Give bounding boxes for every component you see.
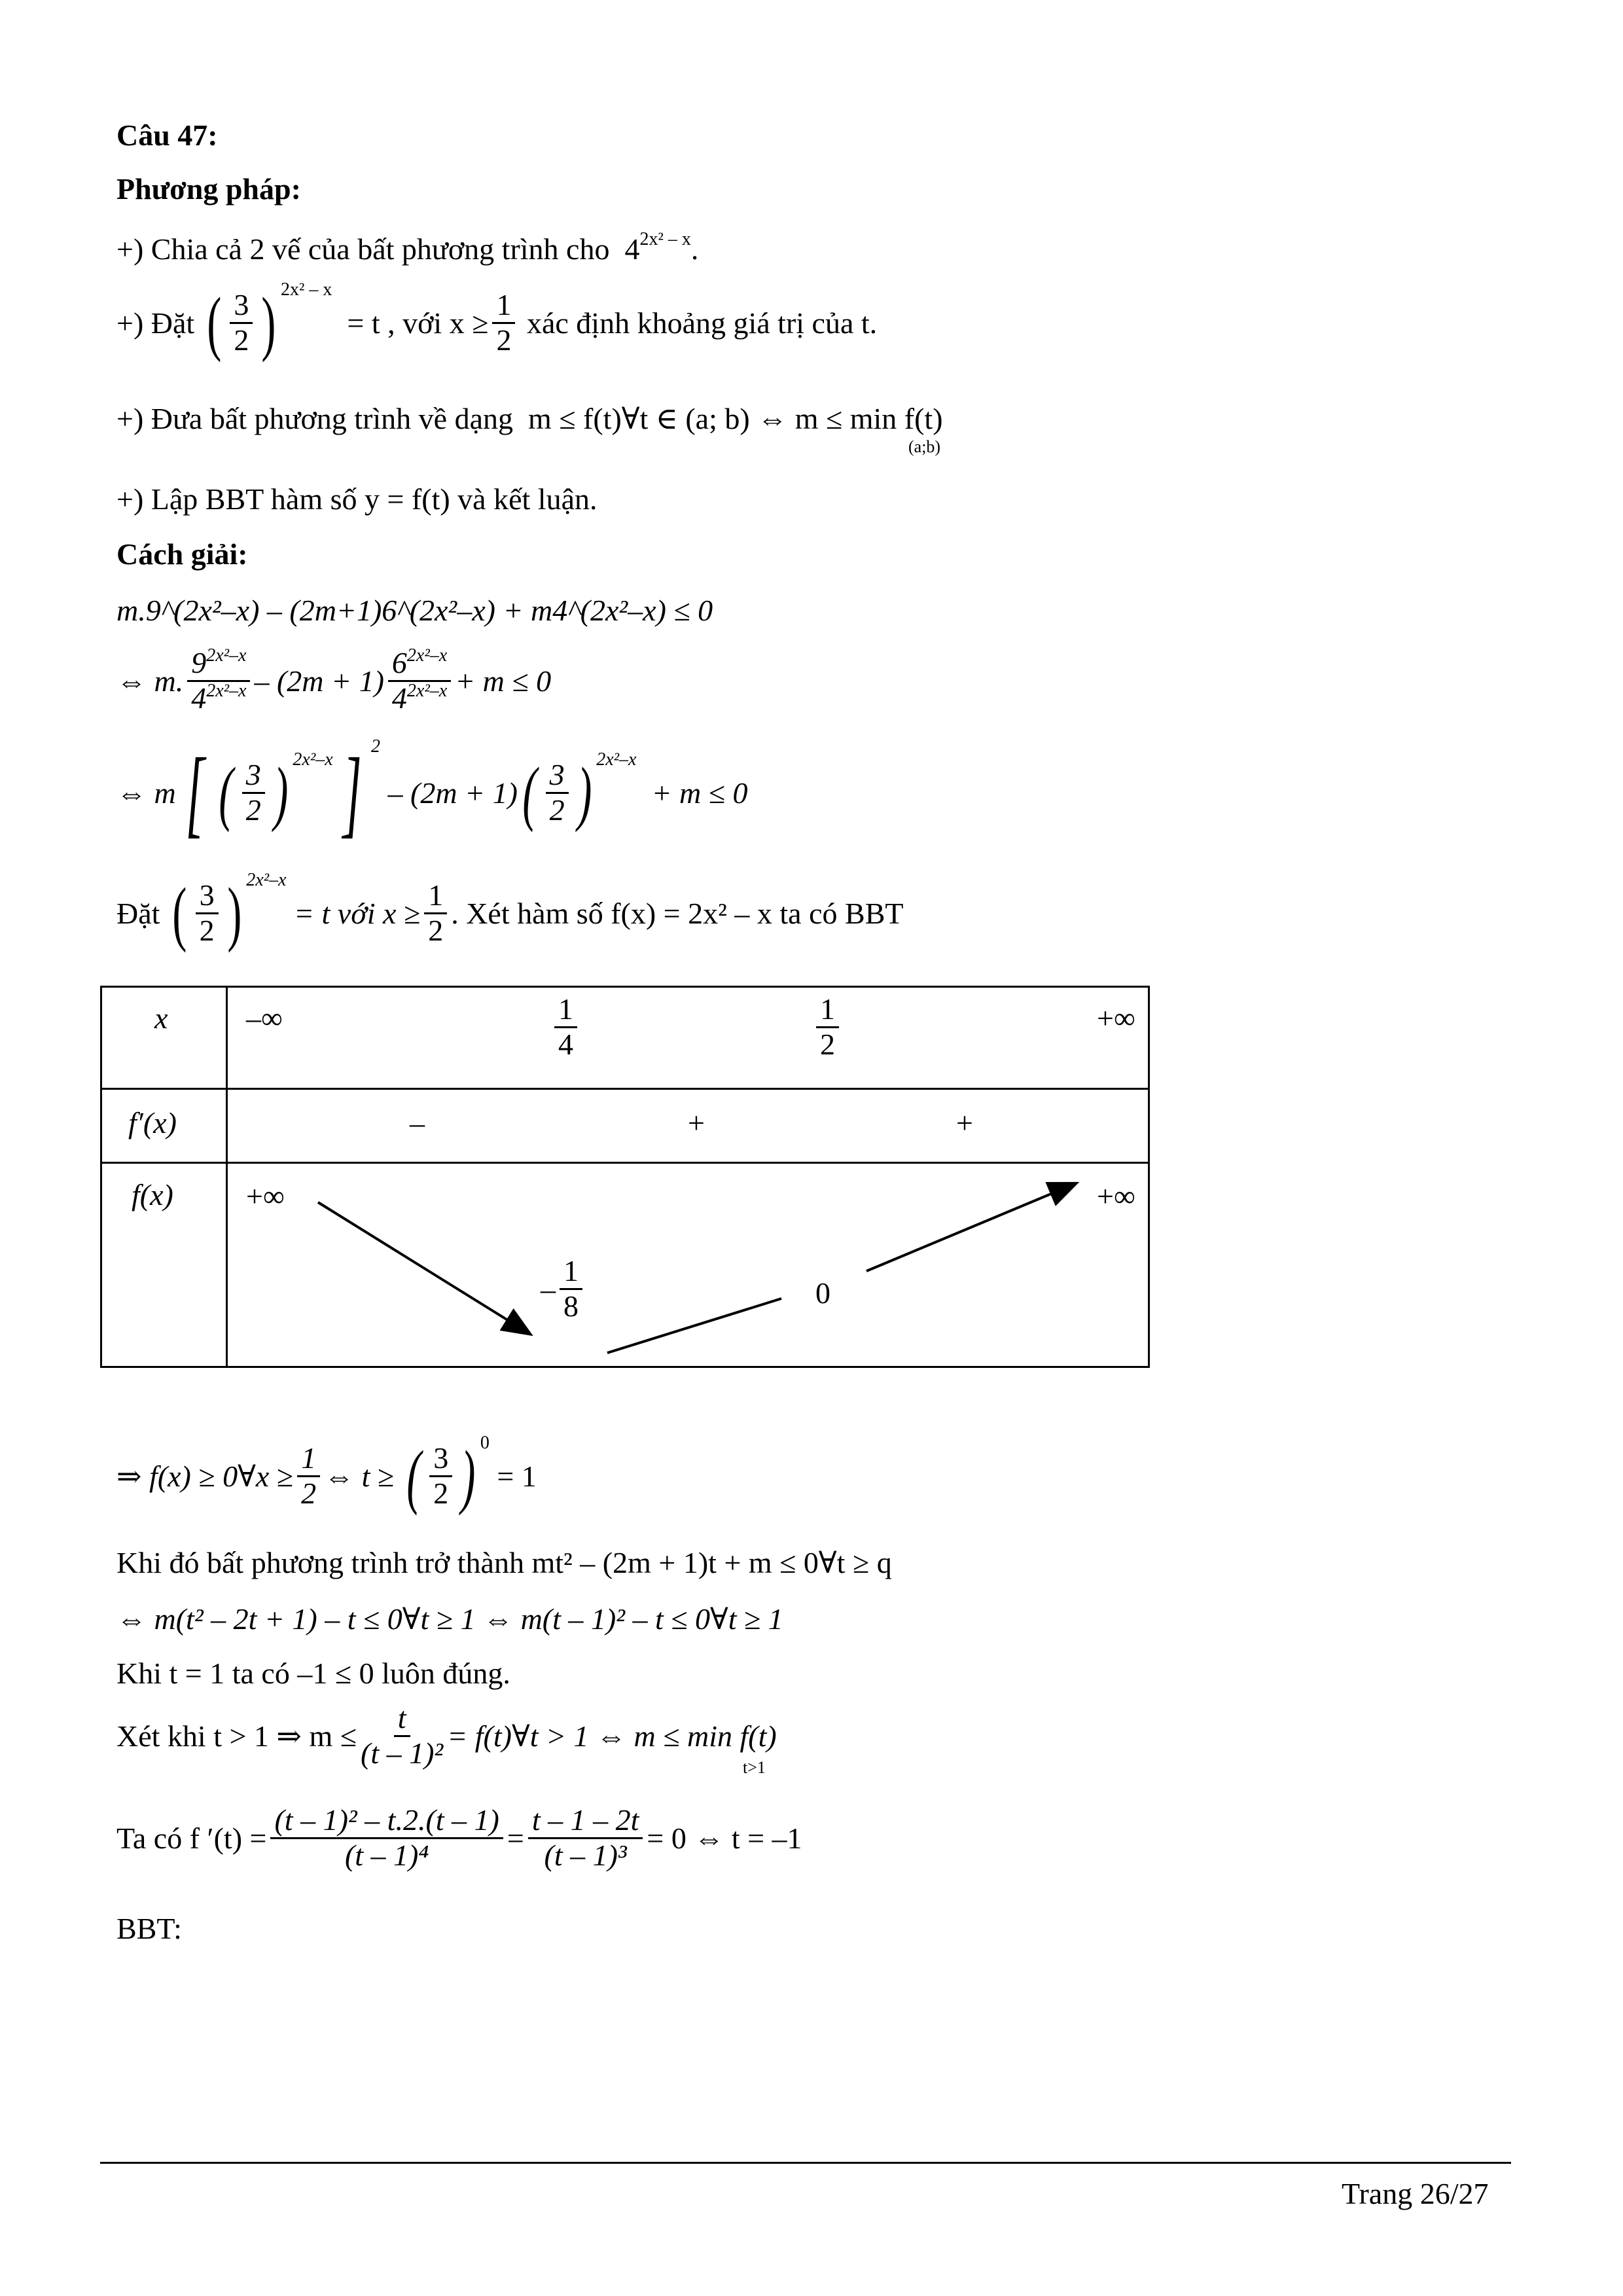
solution-line-2: ⇔ m. $\frac{9^{2x^2-x}}{4^{2x^2-x}}$ – (2m + 1) $\frac{6^{2x^2-x}}{4^{2x^2-x}}$ + m ≤ 0: [116, 645, 552, 715]
after-line-5-sub: t>1: [743, 1758, 766, 1777]
method-step-1: +) Chia cả 2 vế của bất phương trình cho $4^{2x^2 - x}$.: [116, 229, 699, 266]
after-line-5: Xét khi t > 1 ⇒ m ≤ $\frac{t}{\text{(t – 1)²}}$ = f(t)∀t > 1 ⇔ m ≤ min f(t): [116, 1701, 777, 1770]
method-step-3-sub: (a;b): [908, 437, 941, 456]
row-label-fprime: f′(x): [128, 1106, 177, 1139]
page-number: Trang 26/27: [1342, 2177, 1489, 2210]
solution-title: Cách giải:: [116, 537, 248, 571]
arrow-increasing-2: [866, 1184, 1075, 1271]
sign-3: +: [956, 1106, 973, 1139]
after-line-3: ⇔ m(t² – 2t + 1) – t ≤ 0∀t ≥ 1 ⇔ m(t – 1)² – t ≤ 0∀t ≥ 1: [116, 1602, 783, 1636]
x-plus-infinity: +∞: [1097, 1001, 1135, 1035]
method-step-3: +) Đưa bất phương trình về dạng m ≤ f(t)∀t ∈ (a; b) ⇔ m ≤ min f(t): [116, 402, 943, 435]
method-title: Phương pháp:: [116, 172, 301, 206]
row-label-f: f(x): [132, 1178, 173, 1211]
arrow-decreasing: [318, 1202, 529, 1333]
x-quarter: $\frac{1}{4}$: [550, 993, 581, 1061]
after-line-7: BBT:: [116, 1912, 182, 1945]
after-line-4: Khi t = 1 ta có –1 ≤ 0 luôn đúng.: [116, 1657, 510, 1690]
x-minus-infinity: –∞: [246, 1001, 283, 1035]
variation-table: [100, 986, 1150, 1368]
variation-arrows: [102, 988, 1152, 1370]
question-heading: Câu 47:: [116, 118, 218, 152]
solution-line-1: m.9^(2x²–x) – (2m+1)6^(2x²–x) + m4^(2x²–x) ≤ 0: [116, 594, 713, 627]
sign-2: +: [688, 1106, 705, 1139]
footer-divider: [100, 2162, 1511, 2164]
row-label-x: x: [154, 1001, 168, 1035]
x-half: $\frac{1}{2}$: [812, 993, 843, 1061]
after-line-2: Khi đó bất phương trình trở thành mt² – (2m + 1)t + m ≤ 0∀t ≥ q: [116, 1546, 892, 1579]
f-minimum: – $\frac{1}{8}$: [541, 1255, 586, 1323]
f-left-infinity: +∞: [246, 1179, 285, 1213]
after-line-1: ⇒ f(x) ≥ 0∀x ≥ $\frac{1}{2}$ ⇔ t ≥ ( $\frac{3}{2}$ ) $^0$ = 1: [116, 1433, 537, 1516]
after-line-6: Ta có f ′(t) = $\frac{\text{(t – 1)² – t.2.(t – 1)}}{\text{(t – 1)⁴}}$ = $\frac{t - 1 - 2t}{\text{(t – 1)³}}$ = 0 ⇔ t = –1: [116, 1803, 802, 1872]
solution-line-3: ⇔ m [ ( $\frac{3}{2}$ ) $^{2x^2-x}$ ] $^2$ – (2m + 1) ( $\frac{3}{2}$ ) $^{2x^2-x}$ + m ≤ 0: [116, 736, 748, 847]
f-right-infinity: +∞: [1097, 1179, 1135, 1213]
method-step-2: +) Đặt ( $\frac{3}{2}$ ) $^{2x^2 - x}$ = t , với x ≥ $\frac{1}{2}$ xác định khoảng giá trị của t.: [116, 279, 878, 363]
line-increasing-1: [607, 1299, 781, 1353]
method-step-4: +) Lập BBT hàm số y = f(t) và kết luận.: [116, 482, 597, 516]
solution-dat-line: Đặt ( $\frac{3}{2}$ ) $^{2x^2-x}$ = t với x ≥ $\frac{1}{2}$ . Xét hàm số f(x) = 2x² – x ta có BBT: [116, 870, 904, 953]
sign-1: –: [410, 1106, 425, 1139]
f-zero-value: 0: [815, 1276, 830, 1310]
